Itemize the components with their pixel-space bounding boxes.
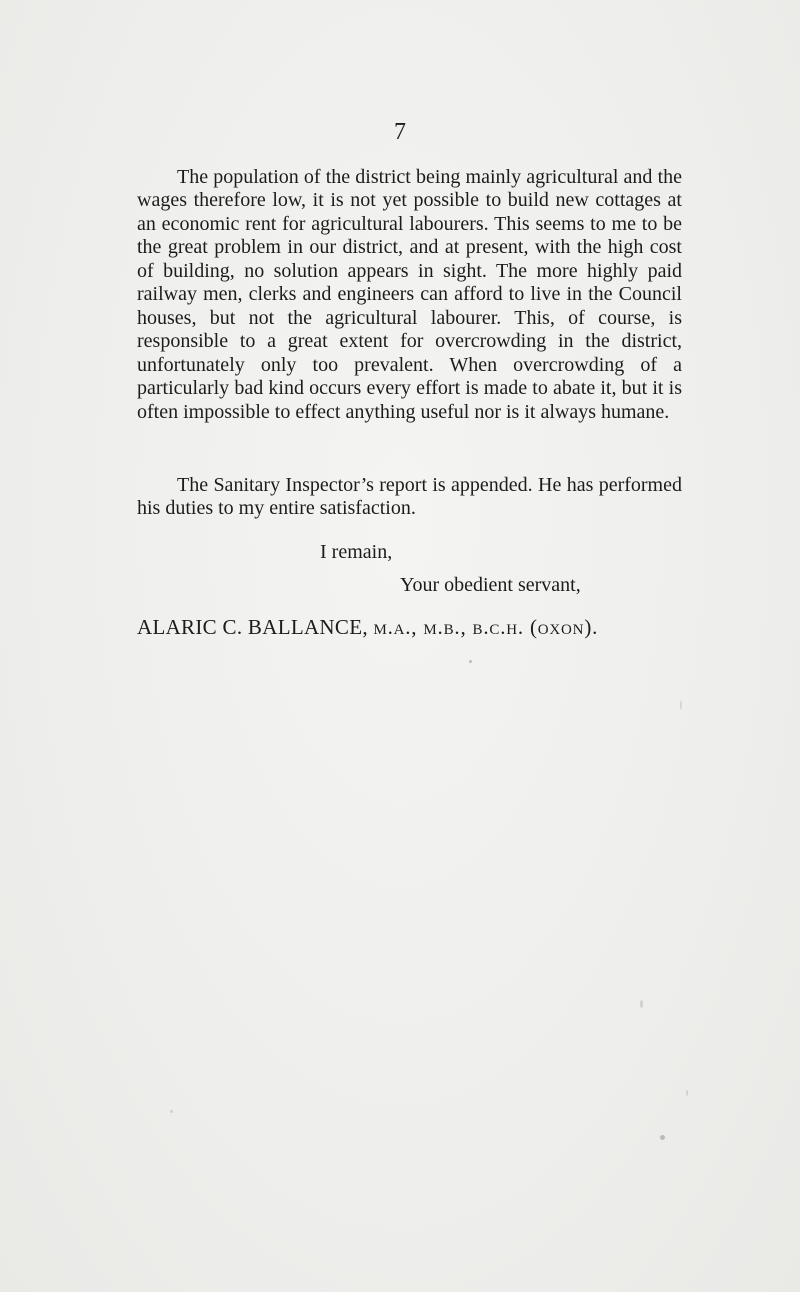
- body-paragraph-1: The population of the district being mainly agricultural and the wages therefore low, it is not yet possible to build new cottages at an economic rent for agricultural labourers. This seems to me to be the great problem in our district, and at present, with the high cost of building, no solution appears in sight. The more highly paid railway men, clerks and engineers can afford to live in the Council houses, but not the agricultural labourer. This, of course, is responsible to a great extent for overcrowding in the district, unfortunately only too prevalent. When overcrowding of a particularly bad kind occurs every effort is made to abate it, but it is often impossible to effect anything useful nor is it always humane.: [137, 166, 682, 423]
- closing-remain: I remain,: [320, 541, 393, 563]
- scan-speck: [170, 1110, 173, 1113]
- closing-servant: Your obedient servant,: [400, 574, 581, 596]
- signature-name: ALARIC C. BALLANCE,: [137, 615, 368, 639]
- scan-speck: [469, 660, 472, 663]
- signature-degrees: m.a., m.b., b.c.h. (oxon).: [373, 615, 599, 639]
- body-paragraph-2: The Sanitary Inspector’s report is appended. He has performed his duties to my entire satisfaction.: [137, 474, 682, 520]
- scan-speck: [640, 1000, 643, 1008]
- page-number: 7: [394, 119, 406, 145]
- scan-speck: [686, 1090, 688, 1096]
- signature-line: [137, 614, 598, 640]
- scan-speck: [680, 700, 682, 710]
- scan-speck: [660, 1135, 665, 1140]
